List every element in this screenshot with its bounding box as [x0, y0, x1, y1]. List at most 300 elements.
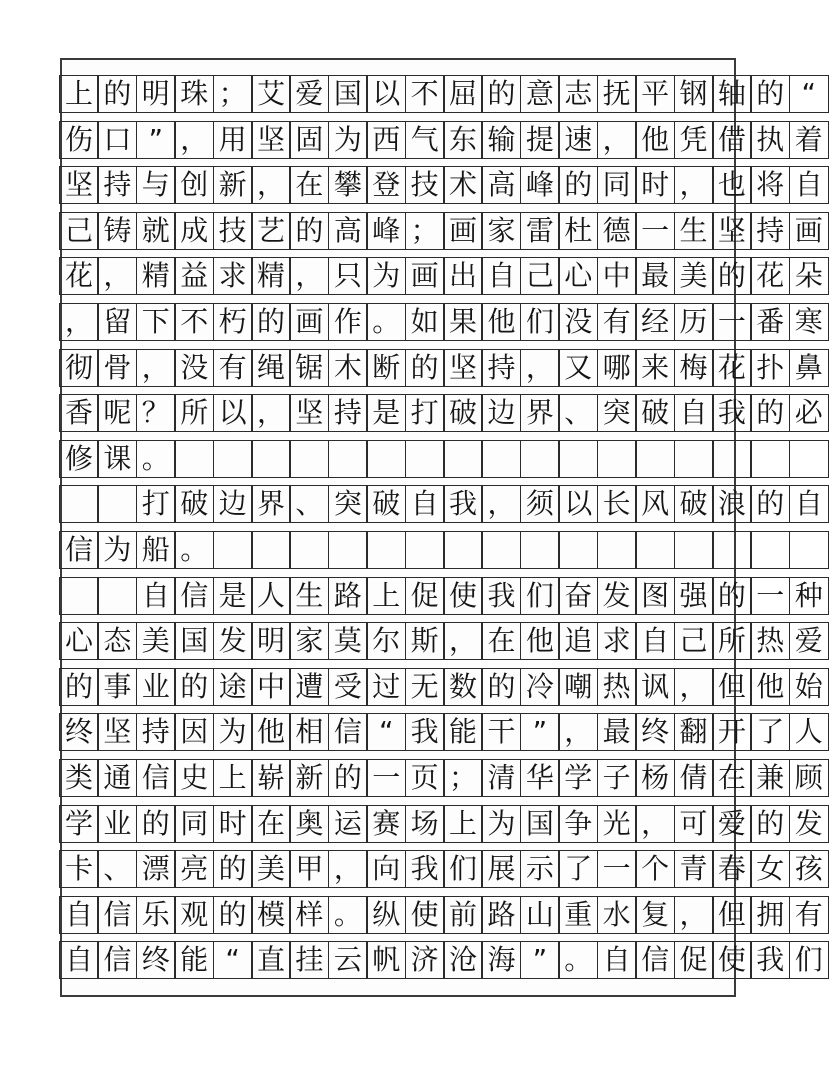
grid-cell: 向: [366, 850, 406, 888]
grid-cell: ，: [674, 668, 714, 706]
grid-cell: 也: [712, 166, 752, 204]
grid-cell: 家: [481, 212, 521, 250]
grid-cell: 自: [136, 577, 176, 615]
grid-cell: 登: [366, 166, 406, 204]
grid-cell: 一: [712, 303, 752, 341]
grid-cell: 时: [635, 166, 675, 204]
grid-cell: 历: [674, 303, 714, 341]
grid-cell: [59, 485, 99, 523]
grid-cell: 生: [674, 212, 714, 250]
grid-cell: 以: [366, 75, 406, 113]
grid-cell: 终: [136, 941, 176, 979]
grid-cell: 边: [481, 394, 521, 432]
grid-cell: ？: [136, 394, 176, 432]
grid-cell: [289, 440, 329, 478]
grid-cell: 华: [520, 759, 560, 797]
grid-cell: 一: [597, 850, 637, 888]
grid-cell: 使: [712, 941, 752, 979]
grid-cell: [789, 440, 829, 478]
grid-cell: 过: [366, 668, 406, 706]
grid-cell: 以: [213, 394, 253, 432]
grid-cell: 场: [405, 805, 445, 843]
grid-cell: 嘲: [558, 668, 598, 706]
grid-cell: 终: [635, 713, 675, 751]
grid-cell: 在: [712, 759, 752, 797]
grid-cell: 课: [97, 440, 137, 478]
grid-cell: 图: [635, 577, 675, 615]
grid-cell: 奋: [558, 577, 598, 615]
grid-cell: 们: [789, 941, 829, 979]
grid-cell: 持: [136, 713, 176, 751]
grid-cell: [174, 440, 214, 478]
grid-cell: 哪: [597, 349, 637, 387]
grid-cell: ，: [674, 896, 714, 934]
grid-cell: 是: [366, 394, 406, 432]
grid-cell: [750, 531, 790, 569]
grid-cell: 发: [213, 622, 253, 660]
grid-cell: 不: [174, 303, 214, 341]
grid-cell: 光: [597, 805, 637, 843]
grid-cell: 就: [136, 212, 176, 250]
grid-row: [59, 166, 823, 204]
grid-cell: 使: [443, 577, 483, 615]
grid-cell: 画: [289, 303, 329, 341]
grid-cell: 明: [251, 622, 291, 660]
grid-cell: ，: [520, 349, 560, 387]
grid-cell: [328, 440, 368, 478]
grid-cell: ，: [558, 713, 598, 751]
grid-cell: 甲: [289, 850, 329, 888]
grid-cell: 。: [174, 531, 214, 569]
grid-cell: 国: [174, 622, 214, 660]
grid-cell: 我: [712, 394, 752, 432]
grid-cell: 珠: [174, 75, 214, 113]
grid-cell: 的: [213, 896, 253, 934]
grid-cell: 破: [366, 485, 406, 523]
grid-cell: 的: [328, 759, 368, 797]
grid-cell: 促: [405, 577, 445, 615]
grid-cell: ；: [405, 212, 445, 250]
grid-cell: 类: [59, 759, 99, 797]
grid-cell: 孩: [789, 850, 829, 888]
grid-cell: 绳: [251, 349, 291, 387]
grid-row: [59, 941, 823, 979]
grid-cell: 爱: [712, 805, 752, 843]
grid-cell: 漂: [136, 850, 176, 888]
grid-cell: 坚: [289, 394, 329, 432]
grid-cell: 来: [635, 349, 675, 387]
grid-cell: 所: [174, 394, 214, 432]
grid-cell: 精: [136, 257, 176, 295]
grid-cell: 的: [289, 212, 329, 250]
grid-cell: 热: [750, 622, 790, 660]
grid-cell: 有: [213, 349, 253, 387]
grid-cell: [520, 531, 560, 569]
grid-cell: 事: [97, 668, 137, 706]
grid-cell: 信: [97, 941, 137, 979]
grid-cell: 艾: [251, 75, 291, 113]
grid-cell: 人: [789, 713, 829, 751]
grid-cell: 、: [558, 394, 598, 432]
grid-cell: 输: [481, 121, 521, 159]
grid-cell: 己: [59, 212, 99, 250]
grid-cell: “: [789, 75, 829, 113]
grid-cell: ，: [289, 257, 329, 295]
grid-cell: 倩: [674, 759, 714, 797]
grid-cell: 样: [289, 896, 329, 934]
grid-cell: 又: [558, 349, 598, 387]
grid-cell: 屈: [443, 75, 483, 113]
grid-cell: 一: [750, 577, 790, 615]
grid-cell: 用: [213, 121, 253, 159]
grid-cell: 无: [405, 668, 445, 706]
grid-cell: 坚: [251, 121, 291, 159]
grid-cell: 信: [59, 531, 99, 569]
grid-cell: 前: [443, 896, 483, 934]
grid-row: [59, 75, 816, 113]
grid-cell: 济: [405, 941, 445, 979]
grid-cell: 沧: [443, 941, 483, 979]
grid-cell: [97, 485, 137, 523]
grid-cell: 追: [558, 622, 598, 660]
grid-cell: 数: [443, 668, 483, 706]
grid-cell: 的: [97, 75, 137, 113]
grid-cell: 拥: [750, 896, 790, 934]
grid-cell: 页: [405, 759, 445, 797]
grid-cell: [674, 531, 714, 569]
grid-cell: 持: [97, 166, 137, 204]
grid-cell: 国: [328, 75, 368, 113]
grid-row: [59, 805, 823, 843]
grid-cell: 以: [558, 485, 598, 523]
grid-row: [59, 622, 823, 660]
grid-cell: 上: [366, 577, 406, 615]
grid-cell: 是: [213, 577, 253, 615]
grid-cell: 木: [328, 349, 368, 387]
grid-cell: 界: [520, 394, 560, 432]
grid-cell: 东: [443, 121, 483, 159]
grid-cell: ；: [213, 75, 253, 113]
grid-cell: 成: [174, 212, 214, 250]
grid-cell: 翻: [674, 713, 714, 751]
grid-cell: 亮: [174, 850, 214, 888]
grid-cell: 下: [136, 303, 176, 341]
grid-cell: 技: [405, 166, 445, 204]
grid-cell: 为: [328, 121, 368, 159]
grid-cell: “: [213, 941, 253, 979]
grid-cell: ”: [136, 121, 176, 159]
grid-cell: 、: [97, 850, 137, 888]
grid-cell: 坚: [59, 166, 99, 204]
grid-cell: 朽: [213, 303, 253, 341]
grid-cell: 为: [97, 531, 137, 569]
grid-cell: ，: [481, 485, 521, 523]
grid-cell: “: [366, 713, 406, 751]
grid-cell: 爱: [289, 75, 329, 113]
grid-cell: 时: [213, 805, 253, 843]
grid-cell: 借: [712, 121, 752, 159]
grid-cell: 持: [481, 349, 521, 387]
grid-cell: 业: [97, 805, 137, 843]
grid-cell: 自: [597, 941, 637, 979]
grid-cell: 女: [750, 850, 790, 888]
grid-cell: [635, 440, 675, 478]
grid-cell: ”: [520, 941, 560, 979]
grid-cell: 家: [289, 622, 329, 660]
grid-cell: 上: [443, 805, 483, 843]
grid-cell: 打: [405, 394, 445, 432]
grid-cell: [443, 531, 483, 569]
grid-cell: 伤: [59, 121, 99, 159]
grid-cell: 遭: [289, 668, 329, 706]
grid-cell: 信: [97, 896, 137, 934]
grid-cell: 直: [251, 941, 291, 979]
grid-row: [59, 121, 823, 159]
grid-cell: 的: [405, 349, 445, 387]
grid-cell: 路: [481, 896, 521, 934]
grid-cell: 杨: [635, 759, 675, 797]
grid-cell: 争: [558, 805, 598, 843]
grid-cell: 人: [251, 577, 291, 615]
grid-cell: 船: [136, 531, 176, 569]
grid-row: [59, 485, 823, 523]
grid-cell: 必: [789, 394, 829, 432]
grid-cell: 精: [251, 257, 291, 295]
grid-cell: 长: [597, 485, 637, 523]
grid-cell: 明: [136, 75, 176, 113]
grid-cell: 崭: [251, 759, 291, 797]
grid-cell: 尔: [366, 622, 406, 660]
grid-cell: [635, 531, 675, 569]
grid-cell: 史: [174, 759, 214, 797]
grid-cell: 铸: [97, 212, 137, 250]
grid-cell: 己: [674, 622, 714, 660]
grid-cell: 上: [59, 75, 99, 113]
grid-cell: 能: [174, 941, 214, 979]
grid-cell: 生: [289, 577, 329, 615]
grid-cell: 高: [481, 166, 521, 204]
grid-cell: [59, 577, 99, 615]
grid-cell: 们: [520, 577, 560, 615]
grid-cell: 强: [674, 577, 714, 615]
grid-row: [59, 303, 823, 341]
grid-cell: 修: [59, 440, 99, 478]
grid-cell: 固: [289, 121, 329, 159]
grid-cell: 美: [674, 257, 714, 295]
grid-cell: 美: [136, 622, 176, 660]
grid-cell: 持: [750, 212, 790, 250]
grid-cell: 在: [251, 805, 291, 843]
grid-cell: 坚: [712, 212, 752, 250]
grid-cell: 重: [558, 896, 598, 934]
grid-cell: 我: [750, 941, 790, 979]
grid-cell: 提: [520, 121, 560, 159]
grid-cell: 志: [558, 75, 598, 113]
grid-cell: 青: [674, 850, 714, 888]
grid-cell: 扑: [750, 349, 790, 387]
grid-cell: 热: [597, 668, 637, 706]
grid-cell: 在: [289, 166, 329, 204]
grid-cell: 画: [405, 257, 445, 295]
grid-cell: 速: [558, 121, 598, 159]
grid-cell: 我: [481, 577, 521, 615]
grid-cell: [97, 577, 137, 615]
grid-cell: 凭: [674, 121, 714, 159]
grid-cell: [750, 440, 790, 478]
grid-cell: 留: [97, 303, 137, 341]
grid-cell: 西: [366, 121, 406, 159]
grid-cell: 、: [289, 485, 329, 523]
grid-cell: 中: [597, 257, 637, 295]
grid-cell: 水: [597, 896, 637, 934]
grid-cell: 意: [520, 75, 560, 113]
grid-cell: 我: [405, 850, 445, 888]
grid-cell: [405, 440, 445, 478]
grid-cell: [520, 440, 560, 478]
grid-cell: 口: [97, 121, 137, 159]
grid-cell: 心: [59, 622, 99, 660]
grid-cell: 将: [750, 166, 790, 204]
grid-cell: ，: [635, 805, 675, 843]
grid-cell: 的: [750, 485, 790, 523]
grid-cell: ；: [443, 759, 483, 797]
grid-cell: [366, 440, 406, 478]
grid-cell: 使: [405, 896, 445, 934]
grid-cell: ，: [251, 166, 291, 204]
grid-cell: ，: [443, 622, 483, 660]
grid-cell: 新: [289, 759, 329, 797]
grid-cell: 的: [59, 668, 99, 706]
grid-cell: 国: [520, 805, 560, 843]
grid-cell: 学: [59, 805, 99, 843]
grid-cell: 为: [366, 257, 406, 295]
grid-cell: 心: [558, 257, 598, 295]
grid-cell: 须: [520, 485, 560, 523]
grid-cell: [328, 531, 368, 569]
grid-cell: 爱: [789, 622, 829, 660]
grid-cell: [481, 531, 521, 569]
grid-cell: 最: [635, 257, 675, 295]
grid-cell: 新: [213, 166, 253, 204]
grid-cell: 创: [174, 166, 214, 204]
grid-cell: 因: [174, 713, 214, 751]
grid-cell: 中: [251, 668, 291, 706]
grid-cell: 上: [213, 759, 253, 797]
grid-cell: 一: [635, 212, 675, 250]
grid-cell: 赛: [366, 805, 406, 843]
grid-cell: 我: [443, 485, 483, 523]
grid-cell: 了: [558, 850, 598, 888]
grid-cell: 峰: [520, 166, 560, 204]
grid-cell: 他: [635, 121, 675, 159]
grid-cell: 挂: [289, 941, 329, 979]
grid-cell: 的: [750, 805, 790, 843]
grid-cell: 所: [712, 622, 752, 660]
grid-cell: 的: [213, 850, 253, 888]
grid-row: [59, 531, 739, 569]
grid-cell: 兼: [750, 759, 790, 797]
grid-cell: 子: [597, 759, 637, 797]
grid-cell: 。: [366, 303, 406, 341]
grid-cell: 有: [597, 303, 637, 341]
grid-cell: 海: [481, 941, 521, 979]
grid-cell: 同: [174, 805, 214, 843]
grid-cell: 展: [481, 850, 521, 888]
grid-cell: 他: [750, 668, 790, 706]
grid-cell: 干: [481, 713, 521, 751]
grid-cell: 开: [712, 713, 752, 751]
grid-cell: 坚: [97, 713, 137, 751]
grid-cell: [789, 531, 829, 569]
grid-cell: 花: [59, 257, 99, 295]
grid-cell: 春: [712, 850, 752, 888]
grid-cell: ，: [328, 850, 368, 888]
grid-cell: 破: [674, 485, 714, 523]
grid-cell: 清: [481, 759, 521, 797]
grid-cell: 己: [520, 257, 560, 295]
grid-cell: 彻: [59, 349, 99, 387]
grid-cell: [597, 531, 637, 569]
grid-cell: 同: [597, 166, 637, 204]
grid-cell: [712, 440, 752, 478]
grid-cell: 们: [443, 850, 483, 888]
grid-cell: 风: [635, 485, 675, 523]
grid-cell: 番: [750, 303, 790, 341]
grid-cell: 的: [136, 805, 176, 843]
grid-cell: [558, 531, 598, 569]
grid-cell: 途: [213, 668, 253, 706]
grid-cell: 讽: [635, 668, 675, 706]
grid-cell: 促: [674, 941, 714, 979]
grid-cell: 但: [712, 896, 752, 934]
grid-cell: 轴: [712, 75, 752, 113]
grid-cell: 示: [520, 850, 560, 888]
grid-cell: 如: [405, 303, 445, 341]
grid-cell: 经: [635, 303, 675, 341]
grid-cell: 的: [251, 303, 291, 341]
grid-cell: 界: [251, 485, 291, 523]
grid-cell: 花: [712, 349, 752, 387]
grid-cell: 斯: [405, 622, 445, 660]
grid-cell: 突: [328, 485, 368, 523]
grid-row: [59, 759, 823, 797]
grid-cell: 钢: [674, 75, 714, 113]
grid-cell: ，: [59, 303, 99, 341]
grid-cell: 运: [328, 805, 368, 843]
grid-cell: 山: [520, 896, 560, 934]
grid-row: [59, 850, 823, 888]
grid-row: [59, 394, 823, 432]
grid-cell: 的: [750, 394, 790, 432]
grid-row: [59, 577, 823, 615]
grid-cell: 。: [558, 941, 598, 979]
grid-cell: 自: [405, 485, 445, 523]
grid-cell: 的: [750, 75, 790, 113]
grid-cell: 卡: [59, 850, 99, 888]
grid-cell: 不: [405, 75, 445, 113]
grid-cell: 信: [328, 713, 368, 751]
grid-cell: 鼻: [789, 349, 829, 387]
grid-cell: 抚: [597, 75, 637, 113]
grid-cell: 受: [328, 668, 368, 706]
grid-cell: [289, 531, 329, 569]
grid-cell: 呢: [97, 394, 137, 432]
grid-cell: [213, 440, 253, 478]
grid-row: [59, 713, 823, 751]
grid-cell: 求: [597, 622, 637, 660]
grid-cell: 骨: [97, 349, 137, 387]
grid-cell: 一: [366, 759, 406, 797]
